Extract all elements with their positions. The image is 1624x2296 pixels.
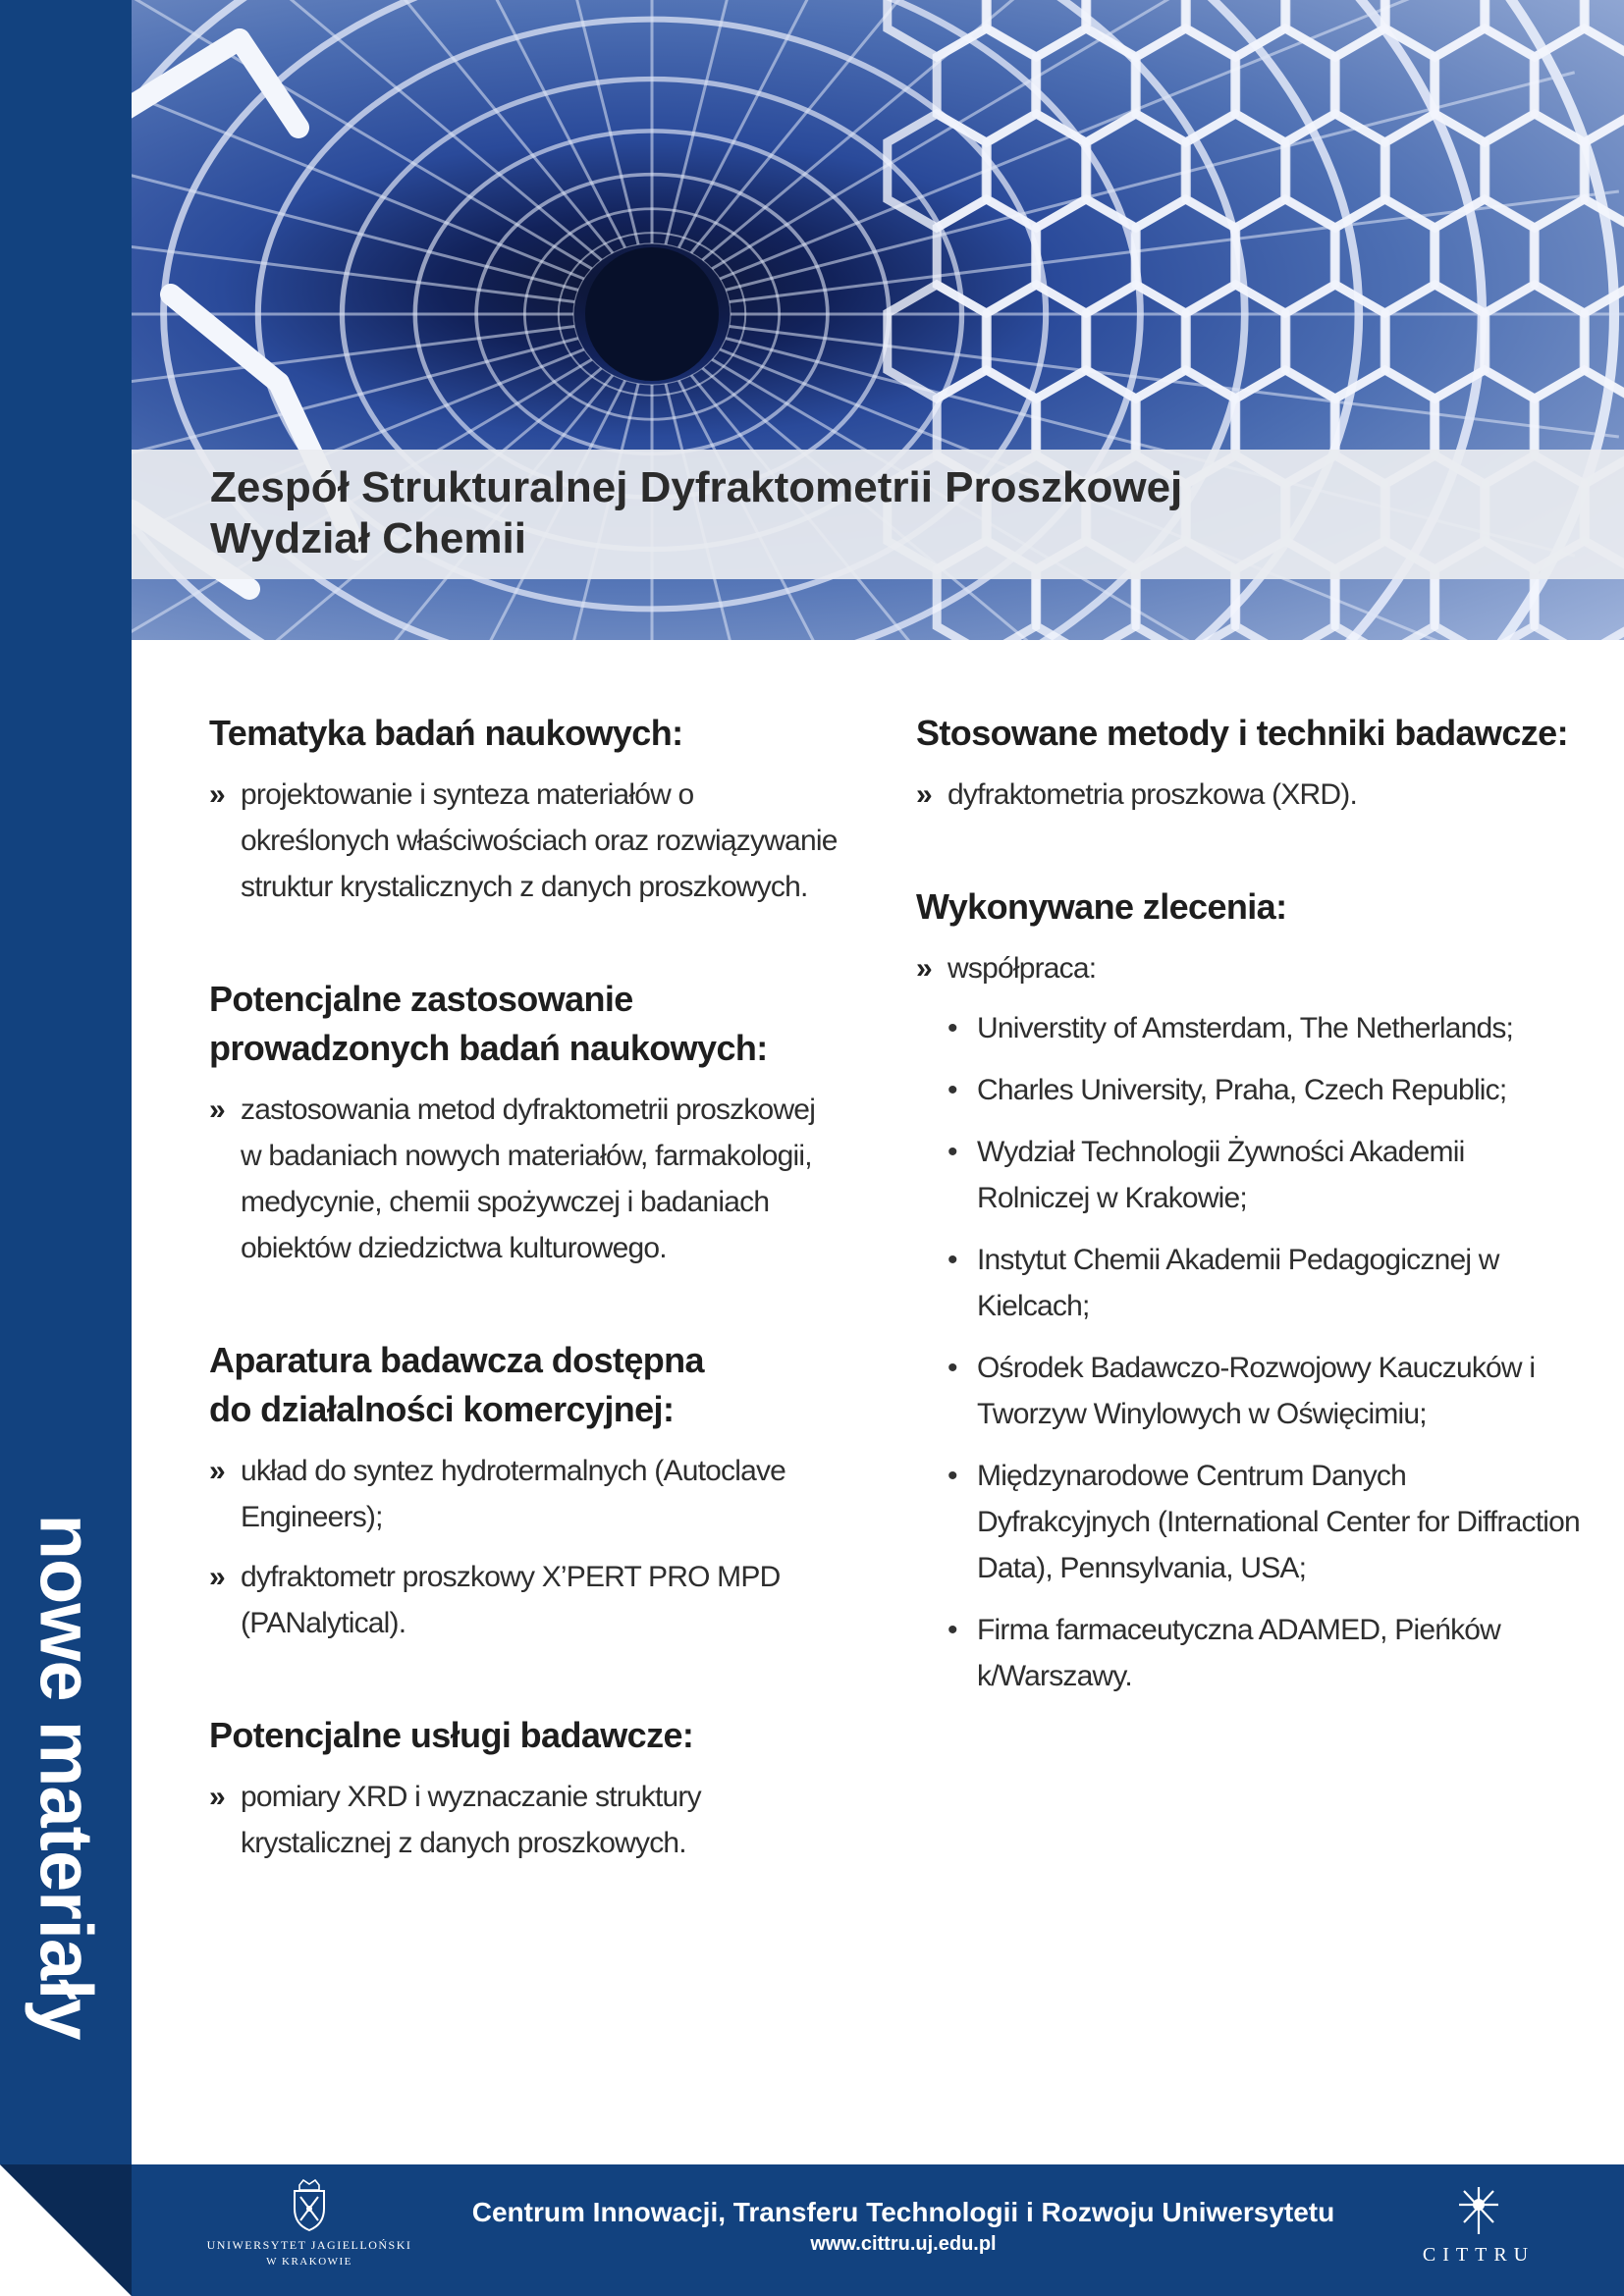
partner-item: [916, 1129, 1584, 1221]
heading-line: prowadzonych badań naukowych:: [209, 1028, 768, 1068]
heading-line: do działalności komercyjnej:: [209, 1389, 675, 1429]
uj-logo[interactable]: [206, 2177, 412, 2287]
chevron-marker-icon: »: [916, 952, 932, 985]
item-text: pomiary XRD i wyznaczanie struktury krystalicznej z danych proszkowych.: [241, 1781, 701, 1859]
cittru-wordmark: CITTRU: [1422, 2244, 1536, 2266]
list-item: [209, 772, 838, 910]
crest-icon: [289, 2179, 330, 2232]
partner-item: [916, 1005, 1584, 1051]
heading-line: Potencjalne zastosowanie: [209, 979, 633, 1019]
cittru-star-icon: [1455, 2183, 1502, 2238]
list-item: [209, 1774, 838, 1866]
partner-item: [916, 1453, 1584, 1591]
item-text: współpraca:: [947, 952, 1097, 985]
section-heading: Stosowane metody i techniki badawcze:: [916, 713, 1568, 753]
chevron-marker-icon: »: [209, 1455, 225, 1487]
item-text: układ do syntez hydrotermalnych (Autoclave Engineers);: [241, 1455, 786, 1533]
bullet-icon: •: [947, 1244, 957, 1276]
list-item: [916, 772, 1584, 818]
bullet-icon: •: [947, 1136, 957, 1168]
heading-line: Aparatura badawcza dostępna: [209, 1340, 704, 1380]
section-research-topics: [209, 709, 838, 910]
footer-website-link[interactable]: www.cittru.uj.edu.pl: [810, 2233, 997, 2255]
section-heading: [209, 1336, 838, 1434]
partner-item: [916, 1237, 1584, 1329]
chevron-marker-icon: »: [209, 1781, 225, 1813]
uj-name: UNIWERSYTET JAGIELLOŃSKI: [206, 2238, 412, 2252]
page-title: Zespół Strukturalnej Dyfraktometrii Proszkowej: [210, 463, 1183, 511]
list-item: [209, 1554, 838, 1646]
item-text: projektowanie i synteza materiałów o określonych właściwościach oraz rozwiązywanie struktur krystalicznych z danych proszkowych.: [241, 778, 838, 903]
partner-item: [916, 1607, 1584, 1699]
bullet-icon: •: [947, 1074, 957, 1106]
bullet-icon: •: [947, 1012, 957, 1044]
bullet-icon: •: [947, 1460, 957, 1492]
bullet-icon: •: [947, 1352, 957, 1384]
uj-city: W KRAKOWIE: [266, 2256, 352, 2268]
section-equipment: [209, 1336, 838, 1646]
partner-text: Firma farmaceutyczna ADAMED, Pieńków k/Warszawy.: [977, 1614, 1501, 1692]
list-item: [209, 1087, 838, 1271]
chevron-marker-icon: »: [916, 778, 932, 811]
right-column: [916, 709, 1584, 1764]
section-methods: [916, 709, 1584, 818]
footer-center: [412, 2195, 1394, 2258]
cittru-logo[interactable]: [1400, 2183, 1557, 2281]
footer-org-name: Centrum Innowacji, Transferu Technologii i Rozwoju Uniwersytetu: [471, 2197, 1335, 2227]
chevron-marker-icon: »: [209, 778, 225, 811]
page-subtitle: Wydział Chemii: [210, 514, 526, 562]
side-label-text: nowe materiały: [24, 1514, 108, 2040]
chevron-marker-icon: »: [209, 1094, 225, 1126]
title-strip: [132, 450, 1624, 579]
partner-item: [916, 1345, 1584, 1437]
partner-text: Wydział Technologii Żywności Akademii Rolniczej w Krakowie;: [977, 1136, 1465, 1214]
corner-triangle: [0, 2164, 132, 2296]
partner-list: [916, 1005, 1584, 1699]
section-commissions: [916, 882, 1584, 1699]
section-potential-applications: [209, 975, 838, 1271]
partner-text: Instytut Chemii Akademii Pedagogicznej w Kielcach;: [977, 1244, 1499, 1322]
list-item: [209, 1448, 838, 1540]
partner-text: Universtity of Amsterdam, The Netherlands;: [977, 1012, 1514, 1044]
section-research-services: [209, 1711, 838, 1866]
list-item: [916, 945, 1584, 991]
section-heading: Potencjalne usługi badawcze:: [209, 1715, 694, 1755]
section-heading: Wykonywane zlecenia:: [916, 886, 1287, 927]
item-text: zastosowania metod dyfraktometrii proszkowej w badaniach nowych materiałów, farmakologii, medycynie, chemii spożywczej i badaniach obiektów dziedzictwa kulturowego.: [241, 1094, 816, 1264]
partner-text: Ośrodek Badawczo-Rozwojowy Kauczuków i Tworzyw Winylowych w Oświęcimiu;: [977, 1352, 1536, 1430]
left-column: [209, 709, 838, 1931]
bullet-icon: •: [947, 1614, 957, 1646]
partner-text: Charles University, Praha, Czech Republic;: [977, 1074, 1507, 1106]
partner-item: [916, 1067, 1584, 1113]
partner-text: Międzynarodowe Centrum Danych Dyfrakcyjnych (International Center for Diffraction Data), Pennsylvania, USA;: [977, 1460, 1580, 1584]
chevron-marker-icon: »: [209, 1561, 225, 1593]
section-heading: [209, 975, 838, 1073]
section-heading: Tematyka badań naukowych:: [209, 713, 683, 753]
item-text: dyfraktometr proszkowy X’PERT PRO MPD (PANalytical).: [241, 1561, 781, 1639]
side-label: [0, 1463, 132, 2091]
item-text: dyfraktometria proszkowa (XRD).: [947, 778, 1357, 811]
